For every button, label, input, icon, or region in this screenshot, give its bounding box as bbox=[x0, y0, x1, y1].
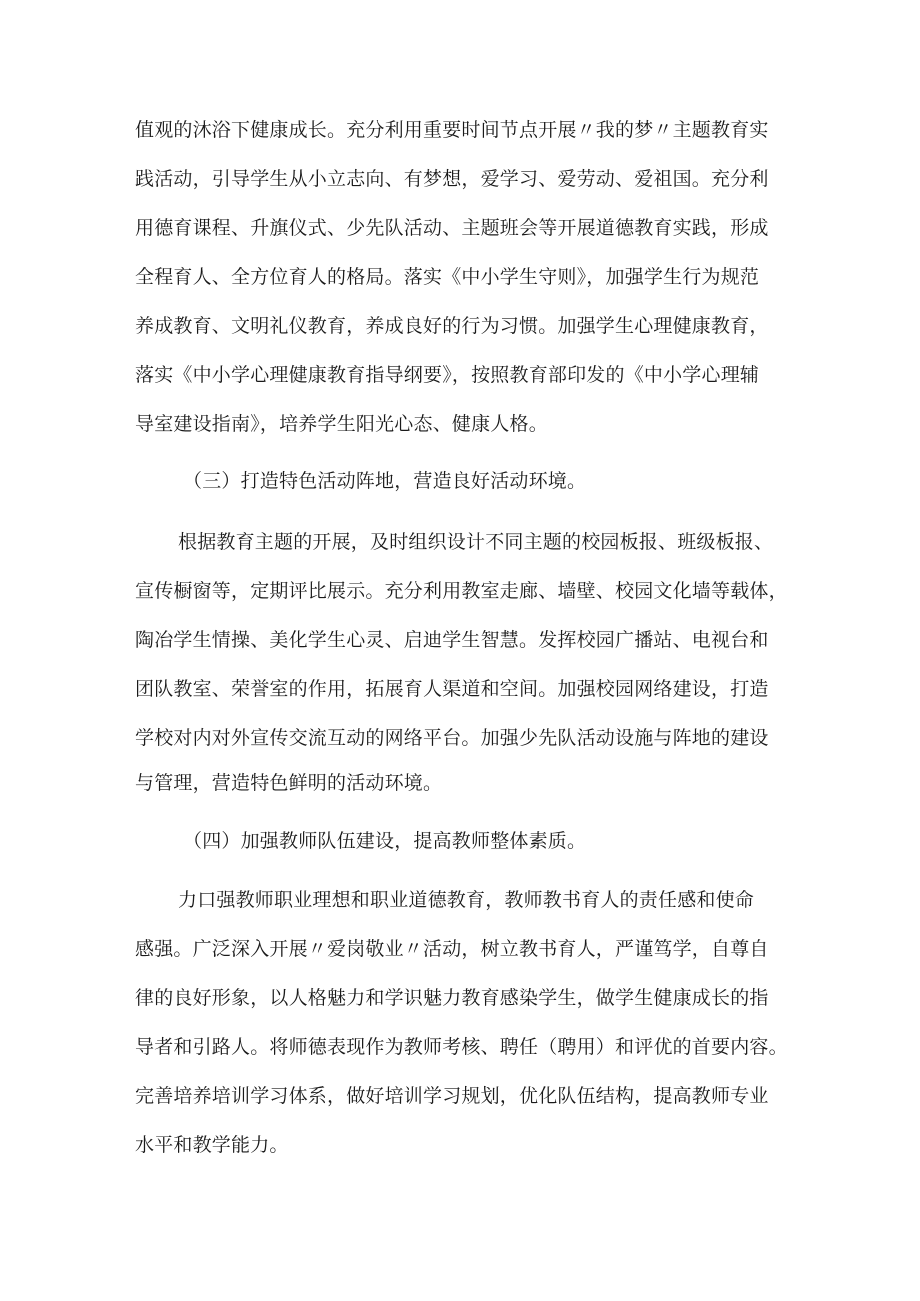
paragraph-line: 陶冶学生情操、美化学生心灵、启迪学生智慧。发挥校园广播站、电视台和 bbox=[135, 629, 769, 651]
paragraph-line: 全程育人、全方位育人的格局。落实《中小学生守则》，加强学生行为规范 bbox=[135, 266, 760, 288]
paragraph-line: 践活动，引导学生从小立志向、有梦想，爱学习、爱劳动、爱祖国。充分利 bbox=[135, 168, 769, 190]
paragraph-line: 宣传橱窗等，定期评比展示。充分利用教室走廊、墙壁、校园文化墙等载体， bbox=[135, 580, 788, 602]
paragraph-line: 养成教育、文明礼仪教育，养成良好的行为习惯。加强学生心理健康教育， bbox=[135, 315, 769, 337]
paragraph-line: 与管理，营造特色鲜明的活动环境。 bbox=[135, 772, 443, 794]
paragraph-line: 感强。广泛深入开展〃爱岗敬业〃活动，树立教书育人，严谨笃学，自尊自 bbox=[135, 938, 769, 960]
paragraph-line: 导者和引路人。将师德表现作为教师考核、聘任（聘用）和评优的首要内容。 bbox=[135, 1036, 788, 1058]
paragraph-line: 根据教育主题的开展，及时组织设计不同主题的校园板报、班级板报、 bbox=[178, 531, 774, 553]
paragraph-line: 学校对内对外宣传交流互动的网络平台。加强少先队活动设施与阵地的建设 bbox=[135, 727, 769, 749]
section-heading-4: （四）加强教师队伍建设，提高教师整体素质。 bbox=[183, 830, 587, 852]
paragraph-line: 团队教室、荣誉室的作用，拓展育人渠道和空间。加强校园网络建设，打造 bbox=[135, 678, 769, 700]
section-heading-3: （三）打造特色活动阵地，营造良好活动环境。 bbox=[183, 470, 587, 492]
paragraph-line: 律的良好形象，以人格魅力和学识魅力教育感染学生，做学生健康成长的指 bbox=[135, 987, 769, 1009]
paragraph-line: 水平和教学能力。 bbox=[135, 1134, 289, 1156]
paragraph-line: 完善培养培训学习体系，做好培训学习规划，优化队伍结构，提高教师专业 bbox=[135, 1085, 769, 1107]
paragraph-line: 导室建设指南》，培养学生阳光心态、健康人格。 bbox=[135, 413, 548, 435]
paragraph-line: 力口强教师职业理想和职业道德教育，教师教书育人的责任感和使命 bbox=[178, 889, 755, 911]
paragraph-line: 落实《中小学心理健康教育指导纲要》，按照教育部印发的《中小学心理辅 bbox=[135, 364, 760, 386]
paragraph-line: 值观的沐浴下健康成长。充分利用重要时间节点开展〃我的梦〃主题教育实 bbox=[135, 119, 769, 141]
paragraph-line: 用德育课程、升旗仪式、少先队活动、主题班会等开展道德教育实践，形成 bbox=[135, 217, 769, 239]
